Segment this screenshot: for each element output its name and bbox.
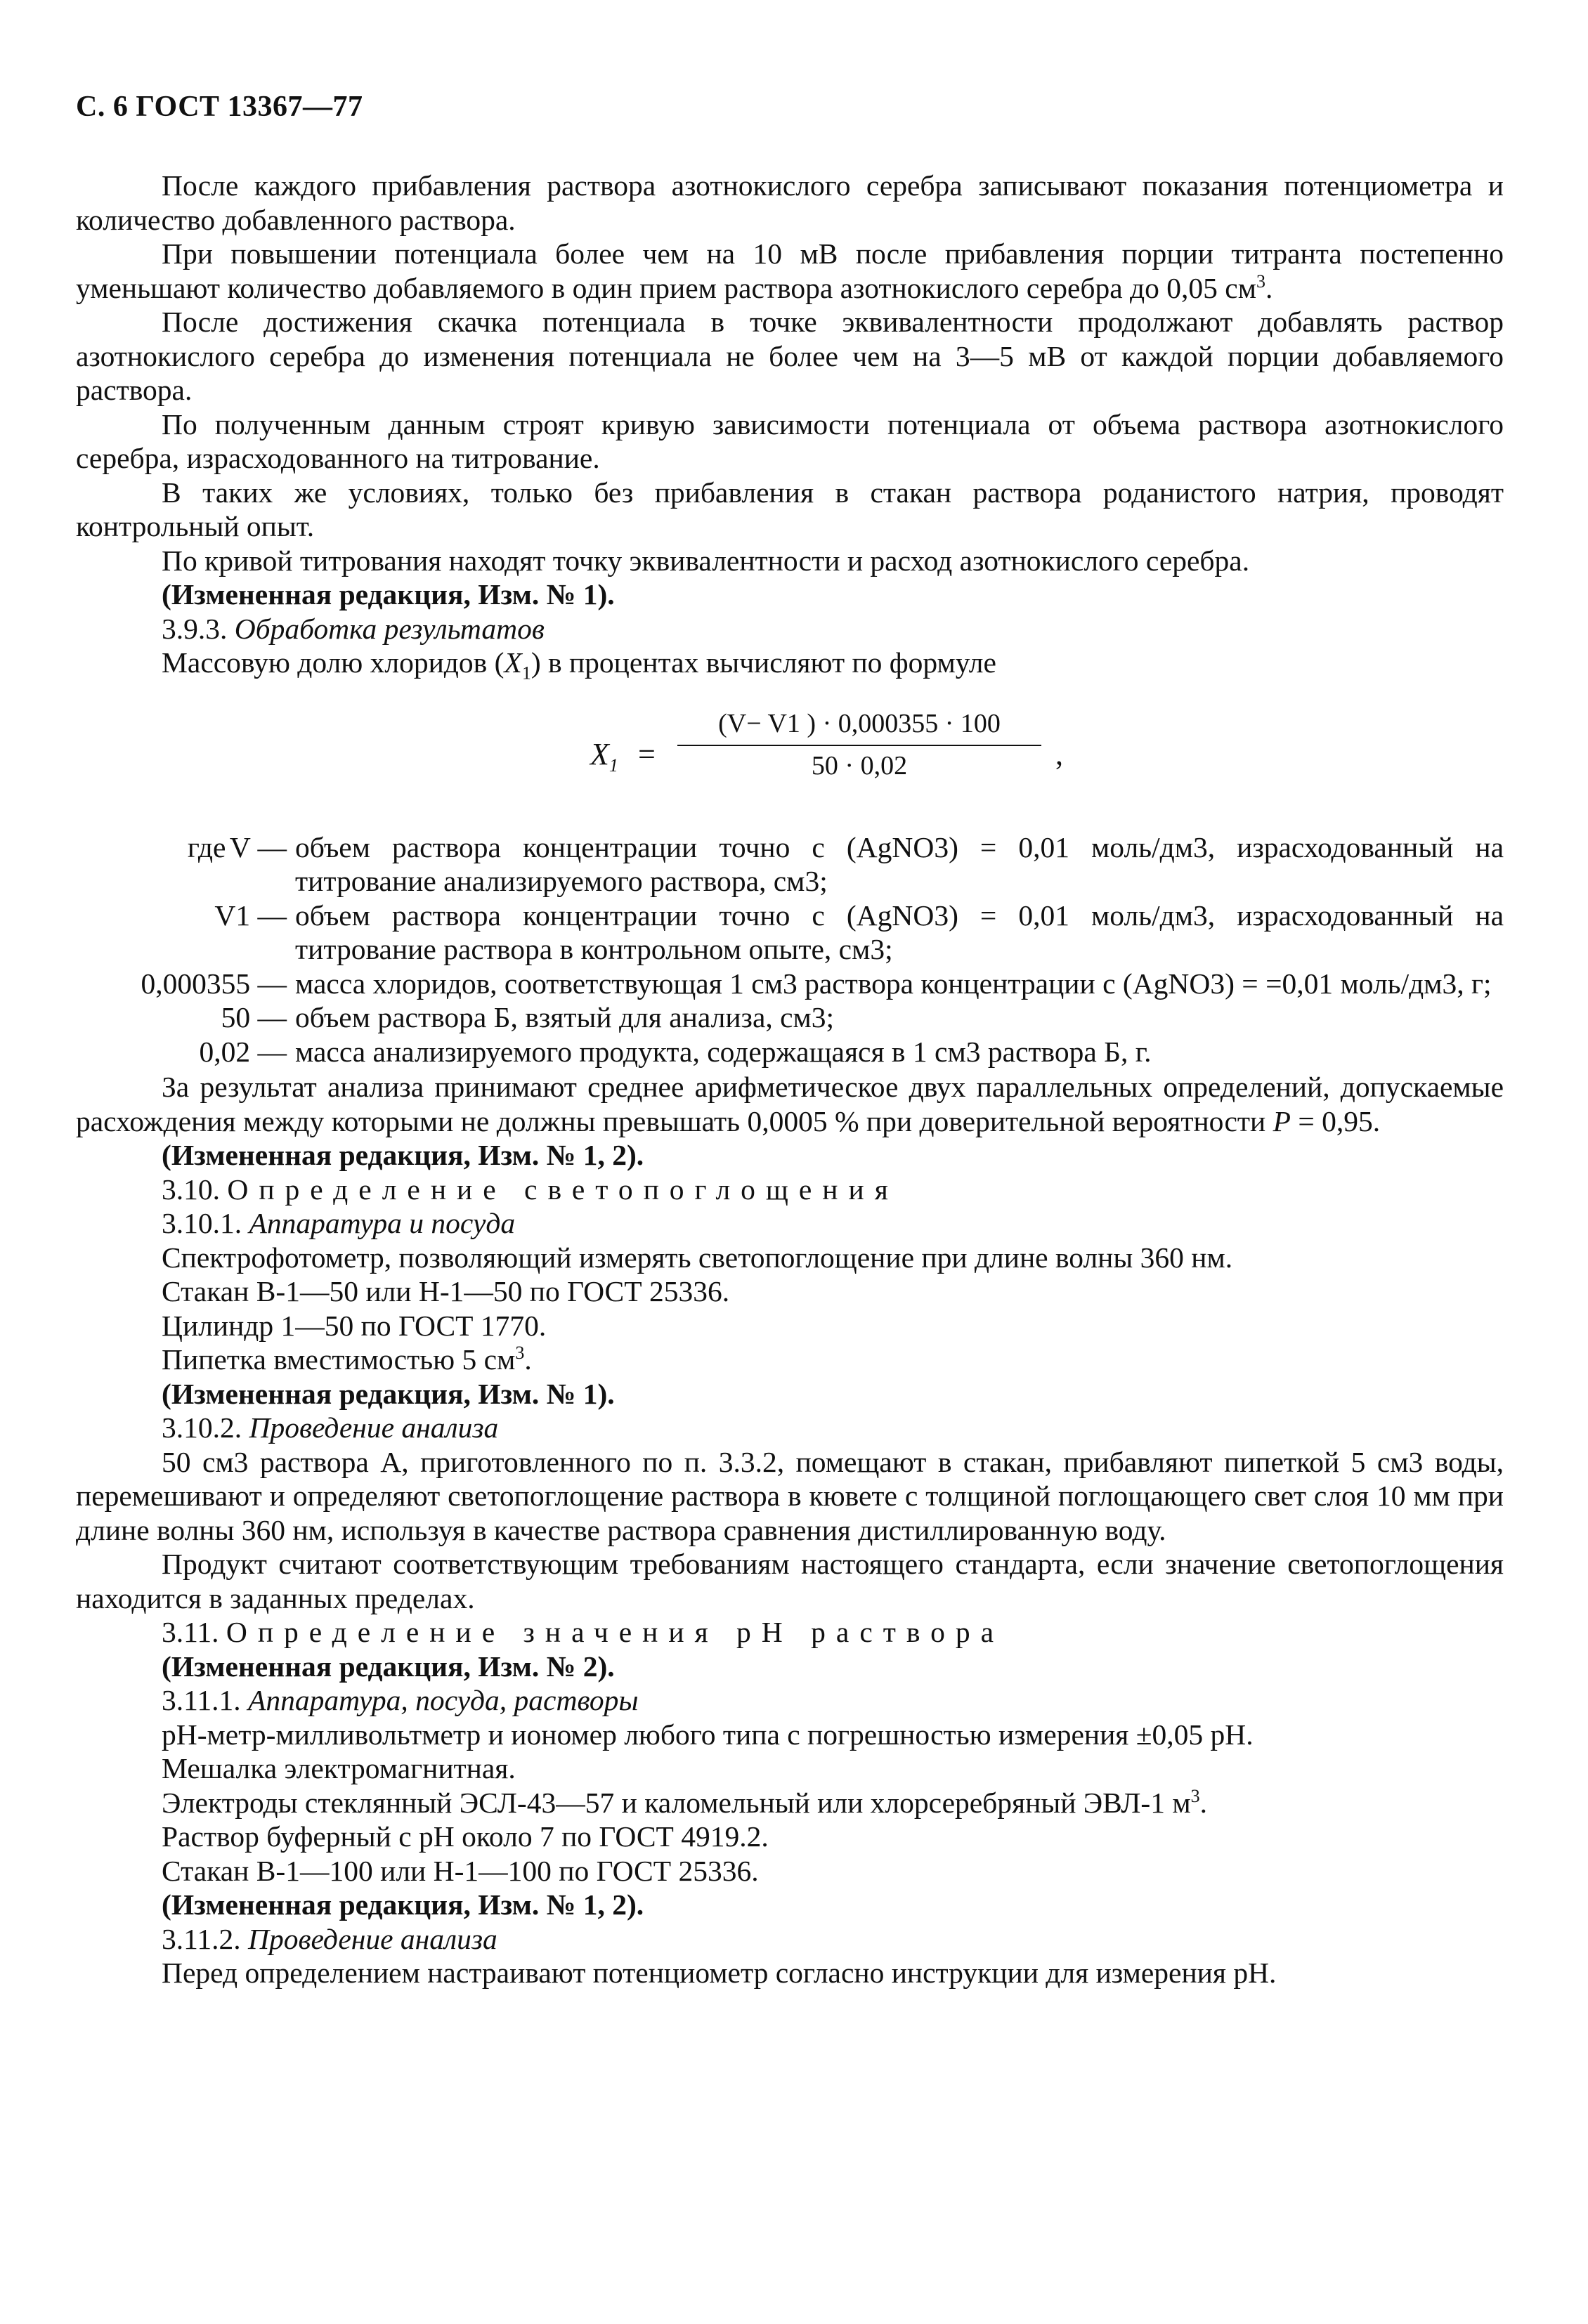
amendment-note: (Измененная редакция, Изм. № 2). [162,1650,615,1683]
definition-row: 0,000355 — масса хлоридов, соответствующая 1 см3 раствора концентрации c (AgNO3) = =0,01 моль/дм3, г; [141,967,1492,1000]
paragraph: Продукт считают соответствующим требованиям настоящего стандарта, если значение светопоглощения находится в заданных пределах. [76,1548,1504,1614]
list-item: Спектрофотометр, позволяющий измерять светопоглощение при длине волны 360 нм. [162,1241,1233,1274]
section-heading-3-11-2: 3.11.2. Проведение анализа [162,1922,497,1955]
paragraph: Перед определением настраивают потенциометр согласно инструкции для измерения рН. [162,1957,1277,1989]
paragraph: По кривой титрования находят точку эквивалентности и расход азотнокислого серебра. [162,544,1250,577]
paragraph: После каждого прибавления раствора азотнокислого серебра записывают показания потенциометра и количество добавленного раствора. [76,169,1504,236]
paragraph: После достижения скачка потенциала в точке эквивалентности продолжают добавлять раствор азотнокислого серебра до изменения потенциала не более чем на 3—5 мВ от каждой порции добавляемого раствора. [76,306,1504,406]
list-item: Мешалка электромагнитная. [162,1752,516,1784]
formula-denominator: 50 · 0,02 [811,750,908,781]
definition-row: V1 — объем раствора концентрации точно c (AgNO3) = 0,01 моль/дм3, израсходованный на титрование раствора в контрольном опыте, см3; [214,899,1504,965]
amendment-note: (Измененная редакция, Изм. № 1, 2). [162,1888,644,1921]
section-heading-3-10: 3.10. Определение светопоглощения [162,1173,899,1206]
paragraph: По полученным данным строят кривую зависимости потенциала от объема раствора азотнокислого серебра, израсходованного на титрование. [76,407,1504,474]
amendment-note: (Измененная редакция, Изм. № 1). [162,1377,615,1410]
section-heading-3-10-2: 3.10.2. Проведение анализа [162,1411,499,1444]
section-heading-3-10-1: 3.10.1. Аппаратура и посуда [162,1207,516,1239]
list-item: Цилиндр 1—50 по ГОСТ 1770. [162,1309,547,1342]
paragraph: При повышении потенциала более чем на 10 мВ после прибавления порции титранта постепенно уменьшают количество добавляемого в один прием раствора азотнокислого серебра до 0,05 $см^3$. [76,237,1504,304]
formula-numerator: (V− V1 ) · 0,000355 · 100 [718,708,1001,738]
paragraph: За результат анализа принимают среднее арифметическое двух параллельных определений, допускаемые расхождения между которыми не должны превышать 0,0005 % при доверительной вероятности P = 0,95. [76,1071,1504,1137]
formula-lhs: $X_1$ [590,736,618,776]
paragraph: В таких же условиях, только без прибавления в стакан раствора роданистого натрия, проводят контрольный опыт. [76,476,1504,542]
formula-comma: , [1055,736,1063,771]
definition-row: 50 — объем раствора Б, взятый для анализа, см3; [221,1001,835,1033]
list-item: Электроды стеклянный ЭСЛ-43—57 и каломельный или хлорсеребряный ЭВЛ-1 $м^3$. [162,1785,1208,1819]
list-item: Стакан В-1—100 или Н-1—100 по ГОСТ 25336. [162,1854,759,1887]
section-heading-3-11-1: 3.11.1. Аппаратура, посуда, растворы [162,1684,639,1716]
section-heading-3-11: 3.11. Определение значения рН раствора [162,1616,1005,1648]
page-header: С. 6 ГОСТ 13367—77 [76,91,363,123]
amendment-note: (Измененная редакция, Изм. № 1). [162,578,615,611]
list-item: Пипетка вместимостью 5 $см^3$. [162,1343,532,1376]
formula-x1 [76,701,1504,807]
amendment-note: (Измененная редакция, Изм. № 1, 2). [162,1139,644,1171]
list-item: рН-метр-милливольтметр и иономер любого типа с погрешностью измерения ±0,05 рН. [162,1718,1254,1751]
formula-definitions [76,830,1504,1069]
list-item: Раствор буферный с рН около 7 по ГОСТ 4919.2. [162,1820,769,1853]
definition-row: 0,02 — масса анализируемого продукта, содержащаяся в 1 см3 раствора Б, г. [199,1035,1152,1068]
list-item: Стакан В-1—50 или Н-1—50 по ГОСТ 25336. [162,1275,730,1307]
definition-row: где V — объем раствора концентрации точно c (AgNO3) = 0,01 моль/дм3, израсходованный на титрование анализируемого раствора, см3; [187,830,1504,897]
paragraph: 50 см3 раствора А, приготовленного по п. 3.3.2, помещают в стакан, прибавляют пипеткой 5 см3 воды, перемешивают и определяют светопоглощение раствора в кювете с толщиной поглощающего свет слоя 10 мм при длине волны 360 нм, используя в качестве раствора сравнения дистиллированную воду. [76,1445,1504,1546]
document-body [76,169,1504,1990]
formula-fraction [673,707,1046,783]
paragraph: Массовую долю хлоридов $(X_1)$ в процентах вычисляют по формуле [162,646,996,684]
formula-equals: = [638,736,656,771]
section-heading-3-9-3: 3.9.3. Обработка результатов [162,612,545,645]
